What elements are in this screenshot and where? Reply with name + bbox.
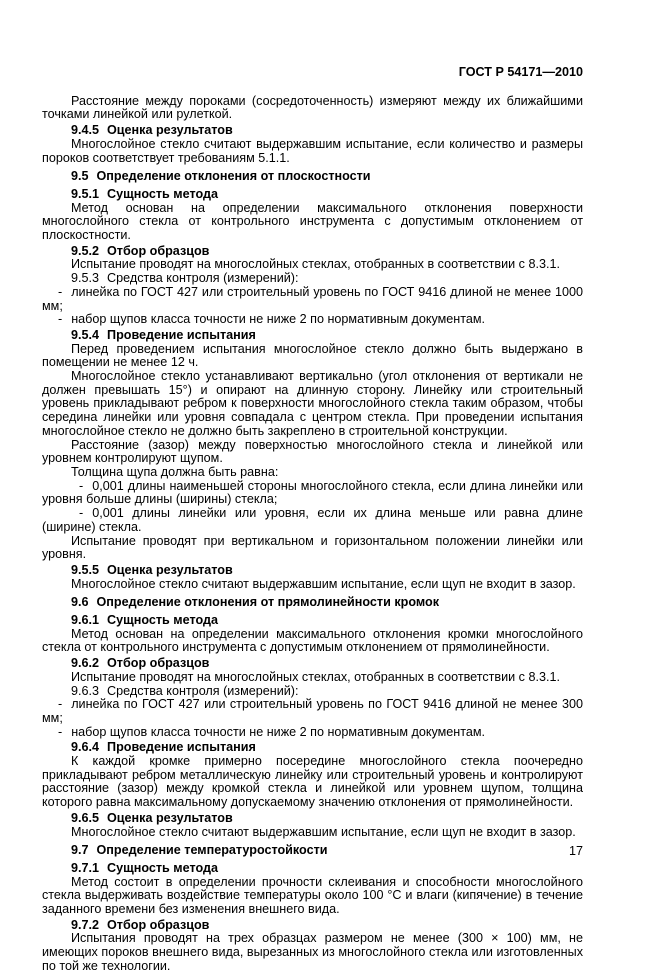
block-text: линейка по ГОСТ 427 или строительный уровень по ГОСТ 9416 длиной не менее 300 мм;	[42, 697, 583, 725]
clause-number: 9.6.2	[71, 656, 100, 671]
block-text: Испытание проводят на многослойных стеклах, отобранных в соответствии с 8.3.1.	[71, 669, 560, 684]
clause-number: 9.5.2	[71, 243, 100, 258]
clause-number: 9.6.3	[71, 683, 100, 698]
paragraph	[42, 343, 583, 370]
block-text: набор щупов класса точности не ниже 2 по нормативным документам.	[71, 312, 486, 327]
list-dash: -	[58, 312, 63, 327]
subsection-heading	[42, 329, 583, 343]
block-text: Оценка результатов	[107, 123, 233, 138]
block-text: Определение отклонения от плоскостности	[96, 169, 371, 184]
running-header-standard-code: ГОСТ Р 54171—2010	[458, 65, 583, 79]
block-text: Сущность метода	[107, 186, 218, 201]
subsection-heading	[42, 657, 583, 671]
clause-number: 9.6	[71, 595, 89, 610]
page-number: 17	[568, 844, 583, 858]
clause-number: 9.5.5	[71, 562, 100, 577]
block-text: Проведение испытания	[107, 740, 256, 755]
block-text: линейка по ГОСТ 427 или строительный уровень по ГОСТ 9416 длиной не менее 1000 мм;	[42, 284, 583, 313]
block-text: Расстояние между пороками (сосредоточенность) измеряют между их ближайшими точками линейкой или рулеткой.	[42, 93, 583, 122]
list-dash: -	[79, 506, 84, 521]
block-text: Отбор образцов	[107, 243, 210, 258]
paragraph	[42, 671, 583, 685]
block-text: Сущность метода	[107, 613, 218, 628]
paragraph	[42, 138, 583, 165]
clause-number: 9.7.1	[71, 860, 100, 875]
section-heading	[42, 596, 583, 610]
block-text: Средства контроля (измерений):	[107, 683, 299, 698]
block-text: Испытание проводят на многослойных стеклах, отобранных в соответствии с 8.3.1.	[71, 257, 560, 272]
block-text: Толщина щупа должна быть равна:	[71, 464, 279, 479]
subsection-heading	[42, 614, 583, 628]
subsection-heading	[42, 812, 583, 826]
clause-number: 9.4.5	[71, 123, 100, 138]
subsection-heading	[42, 564, 583, 578]
block-text: Проведение испытания	[107, 327, 256, 342]
block-text: Многослойное стекло устанавливают вертикально (угол отклонения от вертикали не должен превышать 15°) и опирают на длинную сторону. Линейку или строительный уровень прикладывают ребром к поверхности многослойного стекла таким образом, чтобы середина линейки или уровня совпадала с центром стекла. При проведении испытания многослойное стекло не должно быть закреплено в строительной конструкции.	[42, 369, 583, 438]
clause-number: 9.7	[71, 843, 89, 858]
paragraph	[42, 535, 583, 562]
list-dash: -	[58, 697, 63, 712]
subsection-heading	[42, 919, 583, 933]
clause-number: 9.5.4	[71, 327, 100, 342]
block-text: Сущность метода	[107, 860, 218, 875]
clause-number: 9.7.2	[71, 917, 100, 932]
list-dash: -	[58, 284, 63, 299]
block-text: Расстояние (зазор) между поверхностью многослойного стекла и линейкой или уровнем контролируют щупом.	[42, 437, 583, 466]
paragraph	[42, 826, 583, 840]
block-text: Испытания проводят на трех образцах размером не менее (300 × 100) мм, не имеющих пороков внешнего вида, вырезанных из многослойного стекла или изготовленных по той же технологии.	[42, 931, 583, 973]
block-text: Оценка результатов	[107, 810, 233, 825]
list-dash: -	[58, 724, 63, 739]
block-text: Средства контроля (измерений):	[107, 271, 299, 286]
clause-line	[42, 272, 583, 286]
subsection-heading	[42, 188, 583, 202]
clause-number: 9.5	[71, 169, 89, 184]
block-text: Отбор образцов	[107, 917, 210, 932]
paragraph	[42, 95, 583, 122]
section-heading	[42, 170, 583, 184]
block-text: Многослойное стекло считают выдержавшим испытание, если количество и размеры пороков соответствует требованиям 5.1.1.	[42, 136, 583, 165]
paragraph	[42, 876, 583, 917]
block-text: Метод основан на определении максимального отклонения кромки многослойного стекла от контрольного инструмента с допустимым отклонением от прямолинейности.	[42, 626, 583, 655]
clause-number: 9.6.1	[71, 613, 100, 628]
paragraph	[42, 755, 583, 810]
list-dash: -	[79, 478, 84, 493]
list-item	[42, 507, 583, 534]
subsection-heading	[42, 245, 583, 259]
block-text: Определение температуростойкости	[96, 843, 328, 858]
block-text: Многослойное стекло считают выдержавшим испытание, если щуп не входит в зазор.	[71, 824, 576, 839]
block-text: Испытание проводят при вертикальном и горизонтальном положении линейки или уровня.	[42, 533, 583, 562]
document-body	[42, 95, 583, 974]
subsection-heading	[42, 124, 583, 138]
block-text: Метод основан на определении максимального отклонения поверхности многослойного стекла от контрольного инструмента с допустимым отклонением от плоскостности.	[42, 200, 583, 243]
list-item	[42, 698, 583, 725]
block-text: Оценка результатов	[107, 562, 233, 577]
block-text: Определение отклонения от прямолинейности кромок	[96, 595, 440, 610]
list-item	[42, 313, 583, 327]
block-text: набор щупов класса точности не ниже 2 по нормативным документам.	[71, 724, 486, 739]
block-text: Перед проведением испытания многослойное стекло должно быть выдержано в помещении не менее 12 ч.	[42, 341, 583, 370]
paragraph	[42, 628, 583, 655]
paragraph	[42, 258, 583, 272]
block-text: Отбор образцов	[107, 656, 210, 671]
subsection-heading	[42, 741, 583, 755]
clause-number: 9.6.5	[71, 810, 100, 825]
list-item	[42, 480, 583, 507]
paragraph	[42, 439, 583, 466]
clause-number: 9.6.4	[71, 740, 100, 755]
block-text: 0,001 длины наименьшей стороны многослойного стекла, если длина линейки или уровня больше длины (ширины) стекла;	[42, 478, 583, 507]
paragraph	[42, 202, 583, 243]
paragraph	[42, 932, 583, 973]
block-text: Метод состоит в определении прочности склеивания и способности многослойного стекла выдерживать воздействие температуры около 100 °С и влаги (кипячение) в течение заданного времени без изменения внешнего вида.	[42, 874, 583, 917]
list-item	[42, 726, 583, 740]
block-text: К каждой кромке примерно посередине многослойного стекла поочередно прикладывают ребром металлическую линейку или строительный уровень и контролируют расстояние (зазор) между кромкой стекла и линейкой или уровнем щупом, толщина которого равна максимальному допускаемому значению отклонения от прямолинейности.	[42, 754, 583, 810]
page-content	[42, 66, 583, 974]
block-text: 0,001 длины линейки или уровня, если их длина меньше или равна длине (ширине) стекла.	[42, 506, 583, 534]
clause-number: 9.5.1	[71, 186, 100, 201]
list-item	[42, 286, 583, 313]
paragraph	[42, 466, 583, 480]
block-text: Многослойное стекло считают выдержавшим испытание, если щуп не входит в зазор.	[71, 576, 576, 591]
paragraph	[42, 578, 583, 592]
subsection-heading	[42, 862, 583, 876]
clause-line	[42, 685, 583, 699]
paragraph	[42, 370, 583, 439]
clause-number: 9.5.3	[71, 271, 100, 286]
